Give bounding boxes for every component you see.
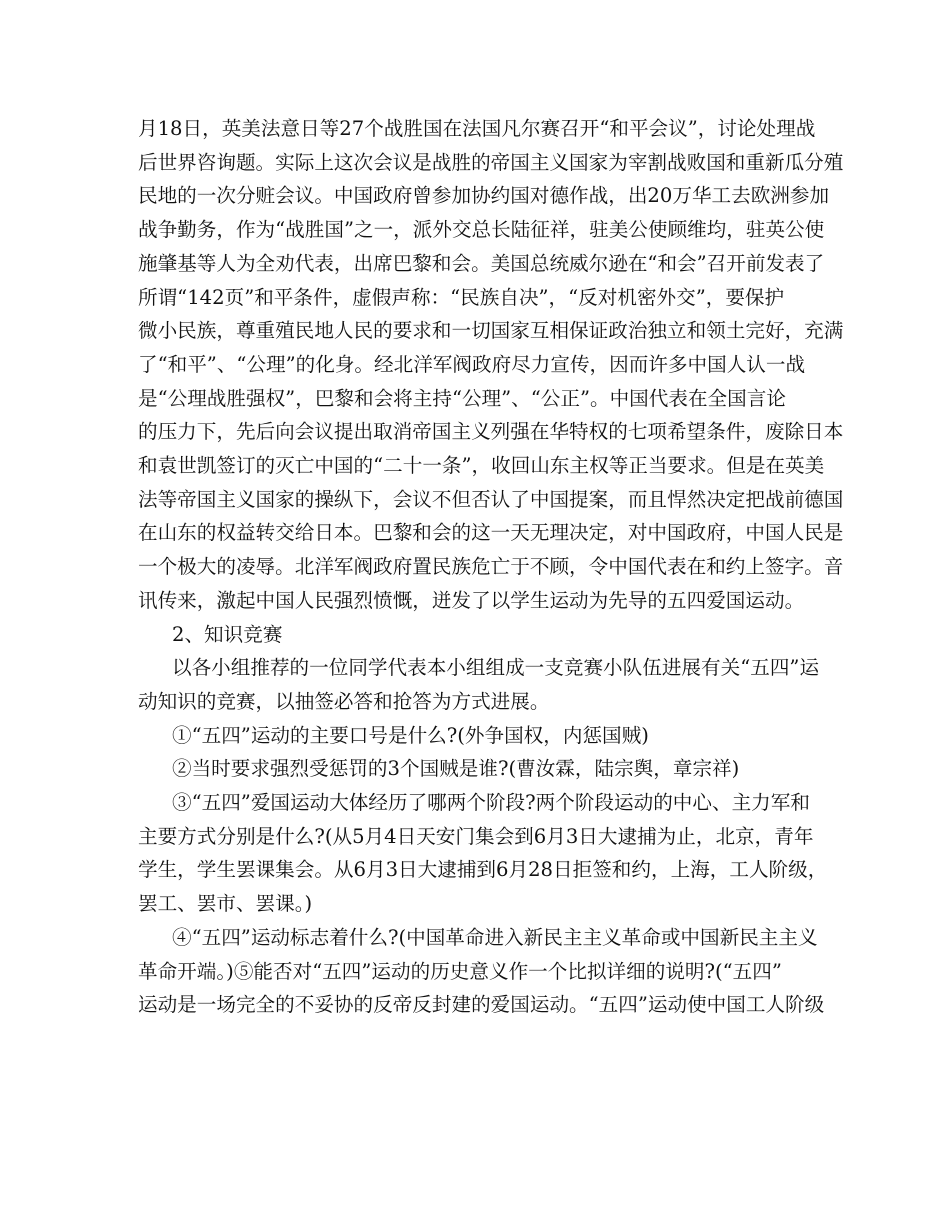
text-line: 后世界咨询题。实际上这次会议是战胜的帝国主义国家为宰割战败国和重新瓜分殖 <box>138 150 844 174</box>
paragraph-paris-peace-conference <box>138 112 844 618</box>
text-line: ④“五四”运动标志着什么?(中国革命进入新民主主义革命或中国新民主主义 <box>172 925 818 949</box>
text-line: 法等帝国主义国家的操纵下，会议不但否认了中国提案，而且悍然决定把战前德国 <box>138 487 844 511</box>
document-page <box>138 112 844 1022</box>
text-line: 是“公理战胜强权”，巴黎和会将主持“公理”、“公正”。中国代表在全国言论 <box>138 386 786 410</box>
text-line: 微小民族，尊重殖民地人民的要求和一切国家互相保证政治独立和领土完好，充满 <box>138 319 844 343</box>
section-heading: 2、知识竞赛 <box>172 622 283 646</box>
text-line: 罢工、罢市、罢课。) <box>138 892 313 916</box>
question-1: ①“五四”运动的主要口号是什么?(外争国权，内惩国贼) <box>172 723 649 747</box>
text-line: 的压力下，先后向会议提出取消帝国主义列强在华特权的七项希望条件，废除日本 <box>138 420 844 444</box>
text-line: 施肇基等人为全劝代表，出席巴黎和会。美国总统威尔逊在“和会”召开前发表了 <box>138 251 825 275</box>
text-line: 月18日，英美法意日等27个战胜国在法国凡尔赛召开“和平会议”，讨论处理战 <box>138 117 816 140</box>
text-line: 和袁世凯签订的灭亡中国的“二十一条”，收回山东主权等正当要求。但是在英美 <box>138 454 825 478</box>
text-line: 了“和平”、“公理”的化身。经北洋军阀政府尽力宣传，因而许多中国人认一战 <box>138 352 806 376</box>
text-line: 战争勤务，作为“战胜国”之一，派外交总长陆征祥，驻美公使顾维均，驻英公使 <box>138 218 825 242</box>
question-4-and-5 <box>138 921 828 1022</box>
text-line: 民地的一次分赃会议。中国政府曾参加协约国对德作战，出20万华工去欧洲参加 <box>138 184 830 208</box>
text-line: 讯传来，激起中国人民强烈愤慨，迸发了以学生运动为先导的五四爱国运动。 <box>138 588 805 612</box>
text-line: ③“五四”爱国运动大体经历了哪两个阶段?两个阶段运动的中心、主力军和 <box>172 791 810 815</box>
text-line: 运动是一场完全的不妥协的反帝反封建的爱国运动。“五四”运动使中国工人阶级 <box>138 993 825 1017</box>
text-line: 以各小组推荐的一位同学代表本小组组成一支竞赛小队伍进展有关“五四”运 <box>172 656 820 680</box>
paragraph-competition-intro <box>138 651 828 718</box>
text-line: 革命开端。)⑤能否对“五四”运动的历史意义作一个比拟详细的说明?(“五四” <box>138 959 782 983</box>
text-line: 一个极大的凌辱。北洋军阀政府置民族危亡于不顾，令中国代表在和约上签字。音 <box>138 555 844 579</box>
question-3 <box>138 786 828 921</box>
text-line: 学生，学生罢课集会。从6月3日大逮捕到6月28日拒签和约，上海，工人阶级， <box>138 858 828 882</box>
text-line: 主要方式分别是什么?(从5月4日天安门集会到6月3日大逮捕为止，北京，青年 <box>138 824 814 848</box>
text-line: 在山东的权益转交给日本。巴黎和会的这一天无理决定，对中国政府，中国人民是 <box>138 521 844 545</box>
question-2: ②当时要求强烈受惩罚的3个国贼是谁?(曹汝霖，陆宗舆，章宗祥) <box>172 757 740 781</box>
text-line: 动知识的竞赛，以抽签必答和抢答为方式进展。 <box>138 689 550 713</box>
text-line: 所谓“142页”和平条件，虚假声称：“民族自决”，“反对机密外交”，要保护 <box>138 285 785 309</box>
